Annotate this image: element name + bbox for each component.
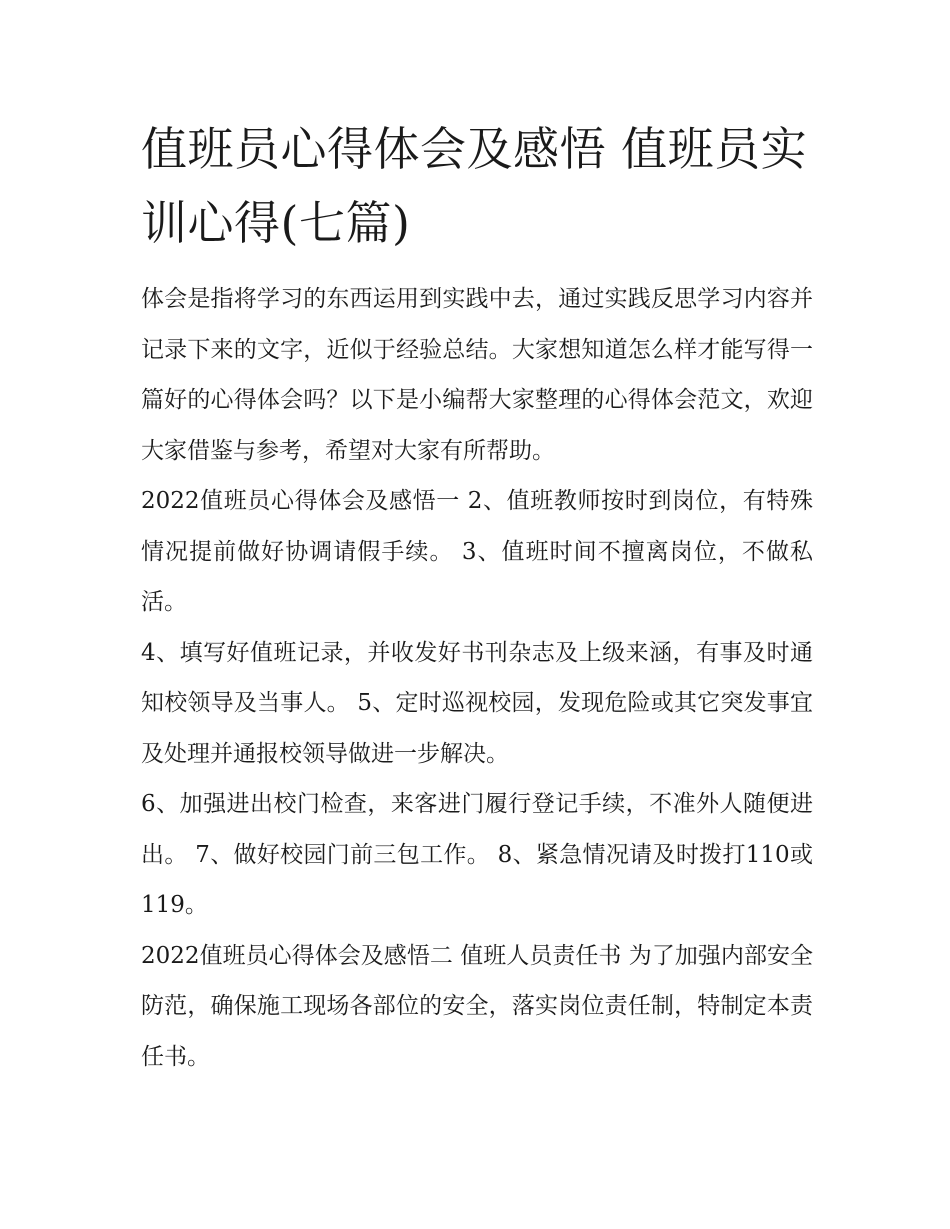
paragraph-intro: 体会是指将学习的东西运用到实践中去，通过实践反思学习内容并记录下来的文字，近似于经验总结。大家想知道怎么样才能写得一篇好的心得体会吗？以下是小编帮大家整理的心得体会范文，欢迎大家借鉴与参考，希望对大家有所帮助。 [141,286,813,464]
document-title: 值班员心得体会及感悟 值班员实训心得(七篇) [141,122,808,250]
paragraph-items-4-5: 4、填写好值班记录，并收发好书刊杂志及上级来涵，有事及时通知校领导及当事人。 5、定时巡视校园，发现危险或其它突发事宜及处理并通报校领导做进一步解决。 [141,639,813,767]
paragraph-section-two: 2022值班员心得体会及感悟二 值班人员责任书 为了加强内部安全防范，确保施工现场各部位的安全，落实岗位责任制，特制定本责任书。 [141,942,813,1070]
paragraph-items-6-8: 6、加强进出校门检查，来客进门履行登记手续，不准外人随便进出。 7、做好校园门前三包工作。 8、紧急情况请及时拨打110或119。 [141,791,813,918]
document-content [141,112,813,1082]
paragraph-section-one: 2022值班员心得体会及感悟一 2、值班教师按时到岗位，有特殊情况提前做好协调请假手续。 3、值班时间不擅离岗位，不做私活。 [141,488,813,615]
